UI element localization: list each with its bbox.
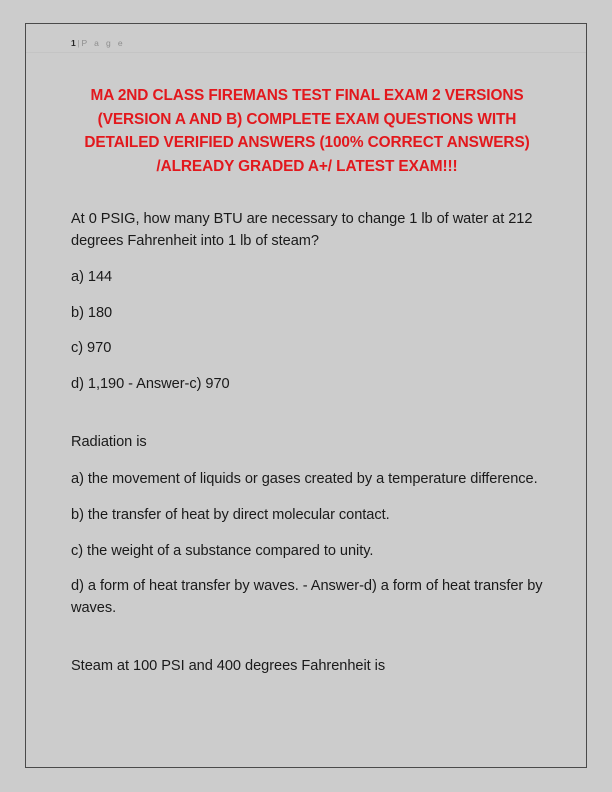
document-title: MA 2ND CLASS FIREMANS TEST FINAL EXAM 2 VERSIONS (VERSION A AND B) COMPLETE EXAM QUESTIONS WITH DETAILED VERIFIED ANSWERS (100% CORRECT ANSWERS) /ALREADY GRADED A+/ LATEST EXAM!!! (84, 87, 530, 175)
question-2-option-a: a) the movement of liquids or gases created by a temperature difference. (71, 470, 538, 487)
page-number: 1 (71, 38, 77, 48)
header-separator: | (77, 38, 80, 48)
question-3-prompt: Steam at 100 PSI and 400 degrees Fahrenheit is (71, 658, 386, 674)
question-1-option-d-answer: d) 1,190 - Answer-c) 970 (71, 375, 230, 392)
page-header (26, 24, 586, 52)
question-1-option-a: a) 144 (71, 269, 113, 285)
question-2-option-b: b) the transfer of heat by direct molecular contact. (71, 507, 390, 523)
question-2-option-c: c) the weight of a substance compared to unity. (71, 542, 374, 559)
question-1-prompt: At 0 PSIG, how many BTU are necessary to change 1 lb of water at 212 degrees Fahrenheit into 1 lb of steam? (71, 211, 533, 249)
question-1-option-b: b) 180 (71, 304, 113, 321)
page-label: P a g e (81, 38, 126, 48)
question-2-prompt: Radiation is (71, 434, 147, 450)
exam-questions (71, 209, 543, 678)
question-1-option-c: c) 970 (71, 340, 112, 356)
question-2-option-d-answer: d) a form of heat transfer by waves. - Answer-d) a form of heat transfer by waves. (71, 578, 543, 616)
header-divider (26, 52, 586, 53)
document-page (25, 23, 587, 768)
document-content (71, 69, 543, 693)
